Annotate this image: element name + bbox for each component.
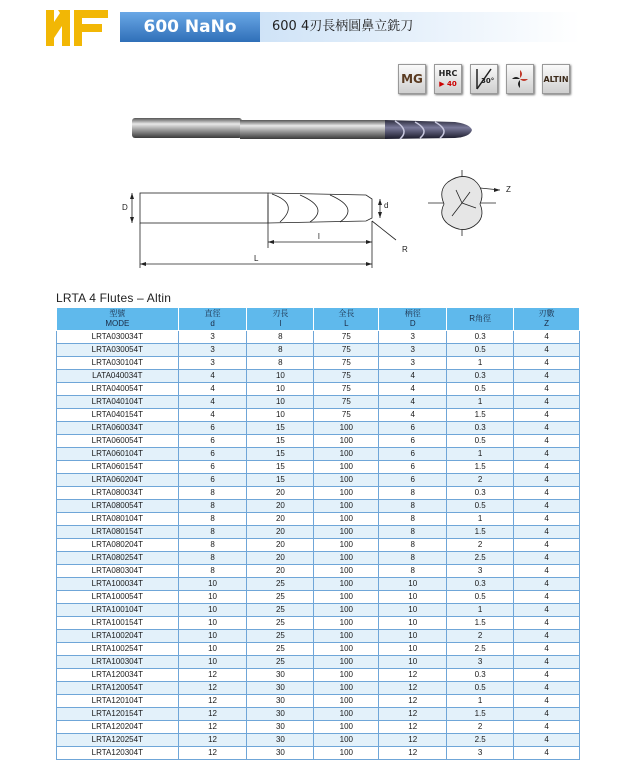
- tool-photo: [132, 118, 472, 139]
- table-row: [57, 513, 580, 526]
- table-cell: 0.5: [447, 682, 514, 695]
- table-cell: 3: [178, 357, 247, 370]
- table-cell: LRTA120034T: [57, 669, 179, 682]
- table-cell: 4: [514, 643, 580, 656]
- table-cell: 15: [247, 422, 314, 435]
- table-cell: 100: [314, 708, 379, 721]
- table-cell: LRTA040104T: [57, 396, 179, 409]
- table-cell: 4: [178, 396, 247, 409]
- table-cell: 15: [247, 435, 314, 448]
- table-cell: 100: [314, 461, 379, 474]
- label-d: d: [384, 201, 389, 210]
- table-cell: 75: [314, 396, 379, 409]
- table-cell: 8: [379, 552, 447, 565]
- table-cell: 0.3: [447, 487, 514, 500]
- table-cell: 2: [447, 474, 514, 487]
- table-cell: 6: [178, 461, 247, 474]
- table-cell: LRTA080034T: [57, 487, 179, 500]
- table-cell: 8: [178, 565, 247, 578]
- table-cell: 4: [514, 526, 580, 539]
- table-cell: 100: [314, 617, 379, 630]
- table-cell: 3: [447, 747, 514, 760]
- header-shank-diameter: 柄徑 D: [379, 308, 447, 331]
- table-cell: 6: [379, 461, 447, 474]
- table-cell: LRTA120154T: [57, 708, 179, 721]
- table-cell: 8: [178, 539, 247, 552]
- table-cell: 30: [247, 708, 314, 721]
- table-cell: 12: [178, 734, 247, 747]
- table-cell: 1: [447, 396, 514, 409]
- table-cell: 6: [178, 448, 247, 461]
- table-row: [57, 396, 580, 409]
- spec-table-body: [57, 331, 580, 760]
- table-cell: LRTA080104T: [57, 513, 179, 526]
- table-header-row: [57, 308, 580, 331]
- table-row: [57, 669, 580, 682]
- table-cell: 3: [178, 331, 247, 344]
- table-row: [57, 409, 580, 422]
- table-cell: 100: [314, 435, 379, 448]
- header-flute-length: 刃長 l: [247, 308, 314, 331]
- table-cell: 4: [514, 422, 580, 435]
- table-cell: 20: [247, 500, 314, 513]
- table-cell: LRTA080204T: [57, 539, 179, 552]
- table-row: [57, 565, 580, 578]
- table-cell: LRTA100054T: [57, 591, 179, 604]
- table-cell: 4: [514, 435, 580, 448]
- table-cell: 0.5: [447, 591, 514, 604]
- table-cell: LRTA120204T: [57, 721, 179, 734]
- table-cell: LRTA120254T: [57, 734, 179, 747]
- table-cell: 4: [514, 656, 580, 669]
- table-cell: 0.5: [447, 344, 514, 357]
- table-cell: 10: [178, 591, 247, 604]
- table-cell: LRTA120054T: [57, 682, 179, 695]
- table-cell: 12: [379, 734, 447, 747]
- table-row: [57, 435, 580, 448]
- table-cell: 12: [178, 721, 247, 734]
- table-cell: 8: [379, 487, 447, 500]
- table-cell: LRTA120104T: [57, 695, 179, 708]
- table-cell: 0.3: [447, 331, 514, 344]
- table-cell: 2.5: [447, 734, 514, 747]
- table-cell: LRTA060204T: [57, 474, 179, 487]
- table-cell: 1.5: [447, 526, 514, 539]
- table-cell: 1.5: [447, 461, 514, 474]
- table-row: [57, 461, 580, 474]
- table-cell: 1: [447, 357, 514, 370]
- header-corner-radius: R角徑: [447, 308, 514, 331]
- table-cell: 0.5: [447, 383, 514, 396]
- table-cell: 8: [178, 526, 247, 539]
- table-cell: 10: [178, 617, 247, 630]
- table-cell: 8: [379, 500, 447, 513]
- label-D: D: [122, 203, 128, 212]
- table-row: [57, 656, 580, 669]
- table-cell: 4: [178, 409, 247, 422]
- table-cell: 10: [379, 630, 447, 643]
- header-diameter: 直徑 d: [178, 308, 247, 331]
- table-cell: 8: [379, 526, 447, 539]
- table-cell: LATA040034T: [57, 370, 179, 383]
- table-cell: 8: [379, 565, 447, 578]
- table-cell: 100: [314, 695, 379, 708]
- table-cell: LRTA060104T: [57, 448, 179, 461]
- table-cell: 100: [314, 513, 379, 526]
- table-cell: LRTA100034T: [57, 578, 179, 591]
- table-cell: 10: [247, 396, 314, 409]
- table-cell: 12: [379, 708, 447, 721]
- table-cell: 8: [247, 331, 314, 344]
- table-cell: 2: [447, 539, 514, 552]
- table-row: [57, 383, 580, 396]
- table-cell: LRTA080304T: [57, 565, 179, 578]
- table-cell: LRTA060034T: [57, 422, 179, 435]
- table-cell: 30: [247, 747, 314, 760]
- table-cell: 4: [514, 357, 580, 370]
- table-cell: 4: [514, 721, 580, 734]
- table-cell: LRTA080254T: [57, 552, 179, 565]
- table-cell: 4: [178, 370, 247, 383]
- table-cell: 3: [447, 656, 514, 669]
- table-cell: 25: [247, 656, 314, 669]
- table-cell: 2.5: [447, 643, 514, 656]
- table-cell: 4: [514, 539, 580, 552]
- table-cell: 4: [379, 396, 447, 409]
- table-cell: 100: [314, 591, 379, 604]
- table-cell: 4: [514, 513, 580, 526]
- table-cell: 30: [247, 669, 314, 682]
- table-cell: LRTA100254T: [57, 643, 179, 656]
- table-cell: 4: [514, 331, 580, 344]
- flutes-badge: [506, 64, 534, 94]
- table-cell: LRTA060154T: [57, 461, 179, 474]
- table-cell: LRTA030034T: [57, 331, 179, 344]
- label-R: R: [402, 245, 408, 254]
- table-cell: 12: [178, 682, 247, 695]
- table-cell: LRTA120304T: [57, 747, 179, 760]
- table-cell: 100: [314, 734, 379, 747]
- table-cell: 8: [247, 357, 314, 370]
- table-cell: 1: [447, 513, 514, 526]
- table-cell: 4: [514, 682, 580, 695]
- page-header: [0, 6, 628, 50]
- table-cell: LRTA060054T: [57, 435, 179, 448]
- table-cell: 4: [514, 474, 580, 487]
- table-cell: 8: [379, 539, 447, 552]
- page-subtitle: 600 4刃長柄圓鼻立銑刀: [272, 19, 414, 34]
- table-cell: 30: [247, 734, 314, 747]
- table-cell: 4: [514, 565, 580, 578]
- table-row: [57, 591, 580, 604]
- table-cell: 10: [247, 383, 314, 396]
- table-cell: 12: [379, 682, 447, 695]
- table-row: [57, 643, 580, 656]
- table-cell: 10: [178, 656, 247, 669]
- table-cell: LRTA100154T: [57, 617, 179, 630]
- table-cell: 6: [379, 422, 447, 435]
- table-cell: 100: [314, 747, 379, 760]
- table-cell: 10: [178, 643, 247, 656]
- table-cell: 30: [247, 682, 314, 695]
- table-cell: 1: [447, 604, 514, 617]
- table-cell: 75: [314, 383, 379, 396]
- table-cell: 8: [178, 500, 247, 513]
- table-cell: 100: [314, 669, 379, 682]
- table-cell: 12: [379, 747, 447, 760]
- table-cell: 4: [178, 383, 247, 396]
- table-cell: LRTA080154T: [57, 526, 179, 539]
- table-row: [57, 474, 580, 487]
- table-cell: 100: [314, 526, 379, 539]
- table-cell: 75: [314, 357, 379, 370]
- table-cell: 8: [178, 487, 247, 500]
- table-cell: 100: [314, 578, 379, 591]
- header-overall-length: 全長 L: [314, 308, 379, 331]
- table-cell: LRTA100304T: [57, 656, 179, 669]
- table-cell: 4: [514, 344, 580, 357]
- table-cell: 4: [514, 578, 580, 591]
- header-model: 型號 MODE: [57, 308, 179, 331]
- table-cell: 15: [247, 448, 314, 461]
- table-cell: 4: [514, 487, 580, 500]
- table-cell: 3: [447, 565, 514, 578]
- table-cell: 4: [514, 409, 580, 422]
- table-cell: 10: [247, 370, 314, 383]
- table-cell: 30: [247, 721, 314, 734]
- table-cell: 4: [514, 370, 580, 383]
- table-cell: 100: [314, 682, 379, 695]
- table-cell: 4: [514, 669, 580, 682]
- table-cell: 4: [514, 500, 580, 513]
- table-row: [57, 747, 580, 760]
- table-cell: 25: [247, 643, 314, 656]
- table-cell: 15: [247, 474, 314, 487]
- table-cell: 4: [379, 383, 447, 396]
- table-cell: 10: [379, 656, 447, 669]
- table-cell: 4: [514, 383, 580, 396]
- table-row: [57, 422, 580, 435]
- hrc-badge: HRC ▶ 40: [434, 64, 462, 94]
- table-cell: 10: [178, 630, 247, 643]
- table-cell: 10: [178, 604, 247, 617]
- table-cell: 0.3: [447, 422, 514, 435]
- table-cell: 3: [379, 344, 447, 357]
- table-row: [57, 578, 580, 591]
- table-row: [57, 708, 580, 721]
- section-title: LRTA 4 Flutes – Altin: [56, 291, 172, 305]
- table-row: [57, 617, 580, 630]
- table-cell: LRTA030054T: [57, 344, 179, 357]
- table-cell: LRTA030104T: [57, 357, 179, 370]
- table-cell: 4: [379, 409, 447, 422]
- table-cell: 4: [514, 630, 580, 643]
- table-cell: 4: [514, 708, 580, 721]
- table-row: [57, 695, 580, 708]
- table-cell: 3: [379, 331, 447, 344]
- table-cell: 1.5: [447, 617, 514, 630]
- table-cell: 4: [514, 552, 580, 565]
- table-cell: 100: [314, 487, 379, 500]
- table-cell: 100: [314, 643, 379, 656]
- table-cell: 25: [247, 591, 314, 604]
- table-cell: 4: [514, 448, 580, 461]
- table-cell: 100: [314, 565, 379, 578]
- table-cell: 0.3: [447, 578, 514, 591]
- table-cell: 4: [514, 396, 580, 409]
- table-cell: 12: [379, 695, 447, 708]
- table-cell: LRTA080054T: [57, 500, 179, 513]
- table-cell: 6: [379, 474, 447, 487]
- table-row: [57, 370, 580, 383]
- helix-angle-badge: [470, 64, 498, 94]
- table-cell: 20: [247, 487, 314, 500]
- table-cell: 100: [314, 552, 379, 565]
- table-cell: 100: [314, 721, 379, 734]
- table-cell: 8: [247, 344, 314, 357]
- table-cell: 20: [247, 539, 314, 552]
- table-cell: 10: [379, 643, 447, 656]
- table-cell: 12: [379, 669, 447, 682]
- table-cell: 100: [314, 448, 379, 461]
- table-cell: 0.3: [447, 669, 514, 682]
- table-cell: 100: [314, 422, 379, 435]
- table-row: [57, 682, 580, 695]
- table-cell: LRTA040154T: [57, 409, 179, 422]
- table-row: [57, 734, 580, 747]
- series-title: 600 NaNo: [120, 12, 260, 42]
- table-cell: 75: [314, 370, 379, 383]
- table-cell: 25: [247, 578, 314, 591]
- table-cell: 20: [247, 565, 314, 578]
- table-cell: 0.3: [447, 370, 514, 383]
- table-cell: 4: [514, 734, 580, 747]
- table-cell: 1: [447, 448, 514, 461]
- table-row: [57, 630, 580, 643]
- table-cell: 100: [314, 656, 379, 669]
- table-cell: 12: [379, 721, 447, 734]
- table-cell: 4: [514, 695, 580, 708]
- table-cell: 25: [247, 617, 314, 630]
- altin-badge: ALTIN: [542, 64, 570, 94]
- table-row: [57, 539, 580, 552]
- table-cell: 6: [178, 474, 247, 487]
- table-cell: 4: [514, 591, 580, 604]
- spec-table: [56, 307, 580, 760]
- table-cell: 10: [379, 604, 447, 617]
- table-cell: 1.5: [447, 708, 514, 721]
- mg-badge: MG: [398, 64, 426, 94]
- table-cell: 6: [178, 422, 247, 435]
- table-cell: 25: [247, 630, 314, 643]
- table-cell: 10: [178, 578, 247, 591]
- end-view-drawing: [428, 170, 500, 236]
- table-cell: 10: [247, 409, 314, 422]
- table-cell: 30: [247, 695, 314, 708]
- table-cell: 4: [379, 370, 447, 383]
- table-row: [57, 526, 580, 539]
- table-cell: 2: [447, 721, 514, 734]
- table-cell: 8: [178, 513, 247, 526]
- table-cell: 2.5: [447, 552, 514, 565]
- table-cell: 12: [178, 669, 247, 682]
- table-cell: 8: [178, 552, 247, 565]
- z-arrow: [494, 188, 500, 192]
- table-cell: 12: [178, 695, 247, 708]
- nf-logo-icon: [44, 8, 110, 48]
- table-cell: 1: [447, 695, 514, 708]
- header-flutes: 刃數 Z: [514, 308, 580, 331]
- table-cell: 100: [314, 604, 379, 617]
- table-cell: 0.5: [447, 500, 514, 513]
- table-cell: LRTA100104T: [57, 604, 179, 617]
- table-cell: 0.5: [447, 435, 514, 448]
- table-cell: 20: [247, 513, 314, 526]
- table-cell: 10: [379, 578, 447, 591]
- table-row: [57, 448, 580, 461]
- table-cell: 6: [379, 448, 447, 461]
- table-cell: 25: [247, 604, 314, 617]
- table-cell: 100: [314, 500, 379, 513]
- table-cell: 6: [379, 435, 447, 448]
- dimension-drawing: [132, 193, 396, 268]
- table-row: [57, 500, 580, 513]
- table-cell: 75: [314, 409, 379, 422]
- table-row: [57, 357, 580, 370]
- table-row: [57, 721, 580, 734]
- label-L: L: [254, 254, 259, 263]
- table-cell: 10: [379, 617, 447, 630]
- table-cell: 75: [314, 331, 379, 344]
- label-Z: Z: [506, 185, 511, 194]
- table-cell: 100: [314, 539, 379, 552]
- end-mill-drawing: [0, 100, 628, 280]
- table-cell: 4: [514, 604, 580, 617]
- table-cell: 20: [247, 552, 314, 565]
- table-cell: 4: [514, 747, 580, 760]
- table-cell: 20: [247, 526, 314, 539]
- label-l: l: [318, 232, 320, 241]
- table-cell: 100: [314, 630, 379, 643]
- table-cell: LRTA040054T: [57, 383, 179, 396]
- table-row: [57, 552, 580, 565]
- table-cell: 12: [178, 747, 247, 760]
- table-row: [57, 331, 580, 344]
- table-row: [57, 487, 580, 500]
- table-cell: 75: [314, 344, 379, 357]
- table-cell: 4: [514, 461, 580, 474]
- table-cell: 1.5: [447, 409, 514, 422]
- table-cell: LRTA100204T: [57, 630, 179, 643]
- four-flute-icon: [508, 66, 532, 92]
- table-cell: 15: [247, 461, 314, 474]
- table-cell: 6: [178, 435, 247, 448]
- helix-angle-icon: [472, 66, 496, 92]
- svg-text:30°: 30°: [481, 77, 495, 85]
- table-row: [57, 604, 580, 617]
- table-cell: 100: [314, 474, 379, 487]
- table-cell: 3: [178, 344, 247, 357]
- table-cell: 3: [379, 357, 447, 370]
- table-cell: 8: [379, 513, 447, 526]
- table-cell: 12: [178, 708, 247, 721]
- table-cell: 2: [447, 630, 514, 643]
- table-row: [57, 344, 580, 357]
- table-cell: 10: [379, 591, 447, 604]
- table-cell: 4: [514, 617, 580, 630]
